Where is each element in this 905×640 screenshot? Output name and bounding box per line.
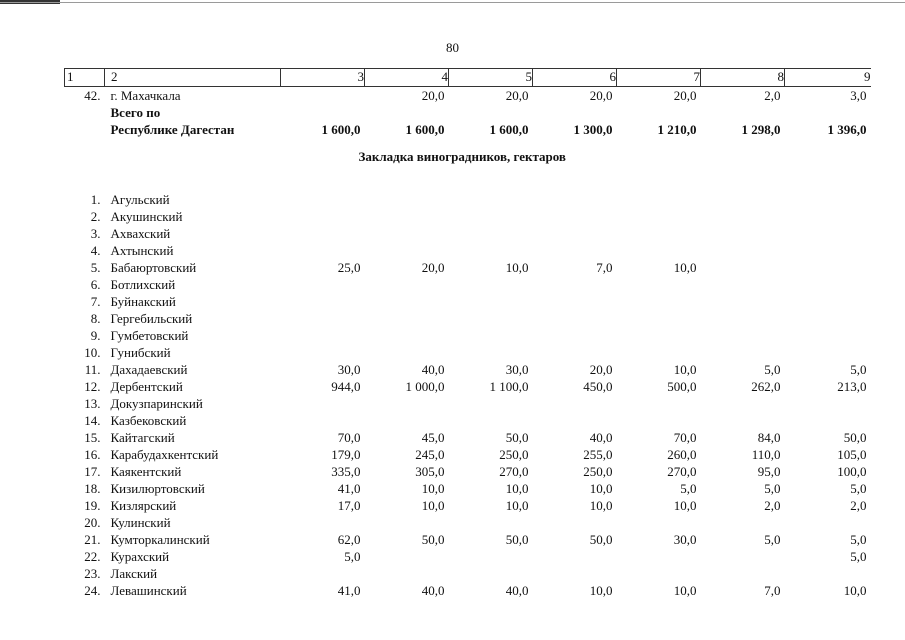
column-header: 1 — [65, 69, 105, 87]
value-cell — [281, 276, 365, 293]
value-cell — [449, 344, 533, 361]
value-cell: 45,0 — [421, 430, 445, 445]
value-cell — [533, 395, 617, 412]
value-cell: 5,0 — [850, 549, 867, 564]
row-number: 7. — [90, 294, 101, 309]
value-cell — [785, 276, 871, 293]
value-cell — [365, 310, 449, 327]
district-name: Гумбетовский — [110, 328, 189, 343]
value-cell — [701, 565, 785, 582]
table-row — [65, 446, 871, 463]
value-cell — [617, 344, 701, 361]
value-cell — [281, 225, 365, 242]
scan-edge-line — [0, 2, 905, 3]
value-cell: 5,0 — [850, 481, 867, 496]
district-name: Ахвахский — [110, 226, 171, 241]
row-number: 20. — [84, 515, 101, 530]
row-number: 5. — [90, 260, 101, 275]
value-cell — [449, 225, 533, 242]
value-cell — [281, 412, 365, 429]
column-header: 3 — [281, 69, 365, 87]
value-cell — [617, 225, 701, 242]
district-name: Буйнакский — [110, 294, 176, 309]
value-cell — [785, 310, 871, 327]
value-cell: 2,0 — [850, 498, 867, 513]
table-row — [65, 276, 871, 293]
value-cell — [617, 395, 701, 412]
value-cell: 70,0 — [337, 430, 361, 445]
value-cell — [533, 276, 617, 293]
value-cell — [281, 208, 365, 225]
value-cell: 50,0 — [505, 532, 529, 547]
empty-cell — [701, 104, 785, 121]
value-cell — [365, 327, 449, 344]
value-cell: 10,0 — [589, 498, 613, 513]
table-row — [65, 259, 871, 276]
value-cell — [533, 225, 617, 242]
column-header: 9 — [785, 69, 871, 87]
table-row — [65, 361, 871, 378]
district-name: Кайтагский — [110, 430, 175, 445]
column-header: 4 — [365, 69, 449, 87]
table-body — [65, 69, 871, 600]
value-cell: 5,0 — [344, 549, 361, 564]
value-cell — [701, 259, 785, 276]
value-cell: 255,0 — [583, 447, 613, 462]
row-number: 16. — [84, 447, 101, 462]
value-cell — [365, 514, 449, 531]
value-cell: 105,0 — [837, 447, 867, 462]
value-cell: 10,0 — [505, 260, 529, 275]
district-name: Кулинский — [110, 515, 171, 530]
value-cell: 1 100,0 — [489, 379, 529, 394]
value-cell — [449, 514, 533, 531]
value-cell: 95,0 — [757, 464, 781, 479]
value-cell — [701, 327, 785, 344]
value-cell — [533, 310, 617, 327]
value-cell: 5,0 — [764, 532, 781, 547]
value-cell — [449, 548, 533, 565]
value-cell — [365, 208, 449, 225]
value-cell: 5,0 — [680, 481, 697, 496]
value-cell — [701, 293, 785, 310]
value-cell: 40,0 — [421, 583, 445, 598]
value-cell — [785, 259, 871, 276]
row-number: 21. — [84, 532, 101, 547]
value-cell — [785, 327, 871, 344]
total-value: 1 600,0 — [405, 122, 445, 137]
value-cell — [449, 310, 533, 327]
value-cell: 40,0 — [421, 362, 445, 377]
value-cell — [785, 412, 871, 429]
column-header-row — [65, 69, 871, 87]
row-number: 2. — [90, 209, 101, 224]
column-header: 6 — [533, 69, 617, 87]
row-number: 12. — [84, 379, 101, 394]
value-cell: 20,0 — [421, 260, 445, 275]
value-cell: 40,0 — [589, 430, 613, 445]
value-cell — [365, 395, 449, 412]
value-cell: 20,0 — [673, 88, 697, 103]
row-number: 14. — [84, 413, 101, 428]
value-cell: 2,0 — [764, 498, 781, 513]
value-cell: 25,0 — [337, 260, 361, 275]
value-cell: 30,0 — [337, 362, 361, 377]
value-cell — [365, 225, 449, 242]
section-title: Закладка виноградников, гектаров — [358, 149, 566, 164]
value-cell: 10,0 — [505, 481, 529, 496]
district-name: Гергебильский — [110, 311, 193, 326]
value-cell — [785, 191, 871, 208]
district-name: Карабудахкентский — [110, 447, 219, 462]
table-row — [65, 327, 871, 344]
empty-cell — [533, 104, 617, 121]
value-cell: 3,0 — [850, 88, 867, 103]
value-cell: 62,0 — [337, 532, 361, 547]
row-number: 15. — [84, 430, 101, 445]
value-cell: 5,0 — [850, 532, 867, 547]
district-name: Левашинский — [110, 583, 187, 598]
district-name: Ахтынский — [110, 243, 174, 258]
value-cell: 5,0 — [850, 362, 867, 377]
value-cell — [533, 548, 617, 565]
value-cell — [701, 191, 785, 208]
table-row — [65, 565, 871, 582]
value-cell — [701, 344, 785, 361]
row-number: 23. — [84, 566, 101, 581]
value-cell: 50,0 — [843, 430, 867, 445]
value-cell — [449, 327, 533, 344]
value-cell — [617, 293, 701, 310]
value-cell: 305,0 — [415, 464, 445, 479]
value-cell: 50,0 — [421, 532, 445, 547]
value-cell — [365, 565, 449, 582]
value-cell — [701, 548, 785, 565]
value-cell — [701, 242, 785, 259]
value-cell: 5,0 — [764, 362, 781, 377]
row-number: 8. — [90, 311, 101, 326]
district-name: Дахадаевский — [110, 362, 188, 377]
empty-cell — [65, 104, 105, 121]
row-number: 13. — [84, 396, 101, 411]
value-cell — [701, 208, 785, 225]
data-table — [64, 68, 871, 599]
row-number: 9. — [90, 328, 101, 343]
column-header: 2 — [105, 69, 281, 87]
empty-cell — [785, 104, 871, 121]
district-name: Агульский — [110, 192, 170, 207]
value-cell — [785, 565, 871, 582]
value-cell: 250,0 — [499, 447, 529, 462]
empty-cell — [65, 121, 105, 138]
row-number: 1. — [90, 192, 101, 207]
district-name: Ботлихский — [110, 277, 176, 292]
value-cell: 179,0 — [331, 447, 361, 462]
row-number: 4. — [90, 243, 101, 258]
total-value: 1 396,0 — [827, 122, 867, 137]
value-cell: 20,0 — [505, 88, 529, 103]
district-name: Казбековский — [110, 413, 187, 428]
column-header: 7 — [617, 69, 701, 87]
value-cell: 450,0 — [583, 379, 613, 394]
value-cell: 10,0 — [421, 481, 445, 496]
value-cell: 2,0 — [764, 88, 781, 103]
value-cell — [281, 395, 365, 412]
table-row — [65, 378, 871, 395]
value-cell — [617, 327, 701, 344]
total-row — [65, 121, 871, 138]
empty-cell — [365, 104, 449, 121]
value-cell: 7,0 — [596, 260, 613, 275]
value-cell: 944,0 — [331, 379, 361, 394]
total-value: 1 600,0 — [321, 122, 361, 137]
value-cell — [281, 514, 365, 531]
value-cell — [701, 395, 785, 412]
value-cell — [533, 565, 617, 582]
value-cell — [365, 344, 449, 361]
value-cell: 30,0 — [505, 362, 529, 377]
district-name: Дербентский — [110, 379, 183, 394]
value-cell — [533, 327, 617, 344]
table-row — [65, 208, 871, 225]
table-row — [65, 463, 871, 480]
district-name: Кумторкалинский — [110, 532, 210, 547]
row-number: 24. — [84, 583, 101, 598]
value-cell: 260,0 — [667, 447, 697, 462]
total-value: 1 300,0 — [573, 122, 613, 137]
value-cell — [785, 514, 871, 531]
value-cell: 41,0 — [337, 583, 361, 598]
total-value: 1 600,0 — [489, 122, 529, 137]
value-cell — [701, 514, 785, 531]
value-cell — [449, 412, 533, 429]
value-cell: 41,0 — [337, 481, 361, 496]
value-cell: 110,0 — [751, 447, 781, 462]
value-cell: 17,0 — [337, 498, 361, 513]
value-cell — [533, 344, 617, 361]
table-row — [65, 480, 871, 497]
value-cell: 10,0 — [589, 583, 613, 598]
value-cell: 30,0 — [673, 532, 697, 547]
value-cell: 270,0 — [499, 464, 529, 479]
row-number: 22. — [84, 549, 101, 564]
value-cell — [365, 242, 449, 259]
value-cell — [449, 276, 533, 293]
row-number: 17. — [84, 464, 101, 479]
value-cell — [281, 327, 365, 344]
value-cell — [617, 565, 701, 582]
table-row — [65, 429, 871, 446]
value-cell — [449, 208, 533, 225]
value-cell — [365, 412, 449, 429]
table-row — [65, 293, 871, 310]
value-cell: 10,0 — [421, 498, 445, 513]
value-cell — [449, 191, 533, 208]
total-value: 1 298,0 — [741, 122, 781, 137]
value-cell — [617, 276, 701, 293]
value-cell — [785, 242, 871, 259]
district-name: Гунибский — [110, 345, 171, 360]
section-title-row — [65, 138, 871, 191]
value-cell: 40,0 — [505, 583, 529, 598]
total-label-row — [65, 104, 871, 121]
row-number: 11. — [84, 362, 101, 377]
value-cell: 84,0 — [757, 430, 781, 445]
table-row — [65, 310, 871, 327]
value-cell: 7,0 — [764, 583, 781, 598]
value-cell — [281, 344, 365, 361]
value-cell — [617, 242, 701, 259]
value-cell — [449, 242, 533, 259]
value-cell: 500,0 — [667, 379, 697, 394]
value-cell — [533, 412, 617, 429]
value-cell — [281, 565, 365, 582]
empty-cell — [617, 104, 701, 121]
value-cell: 10,0 — [673, 498, 697, 513]
table-row — [65, 395, 871, 412]
district-name: Бабаюртовский — [110, 260, 197, 275]
value-cell: 10,0 — [843, 583, 867, 598]
row-number: 42. — [84, 88, 101, 103]
value-cell: 250,0 — [583, 464, 613, 479]
value-cell — [617, 191, 701, 208]
value-cell: 50,0 — [589, 532, 613, 547]
value-cell — [365, 293, 449, 310]
table-row — [65, 514, 871, 531]
district-name: Каякентский — [110, 464, 182, 479]
total-label: Республике Дагестан — [110, 122, 235, 137]
table-row — [65, 531, 871, 548]
value-cell: 10,0 — [673, 362, 697, 377]
value-cell: 50,0 — [505, 430, 529, 445]
table-row — [65, 344, 871, 361]
row-number: 3. — [90, 226, 101, 241]
district-name: Акушинский — [110, 209, 183, 224]
page-number: 80 — [446, 40, 459, 55]
value-cell — [617, 514, 701, 531]
value-cell: 262,0 — [751, 379, 781, 394]
value-cell — [449, 293, 533, 310]
value-cell — [449, 565, 533, 582]
row-number: 18. — [84, 481, 101, 496]
value-cell — [785, 344, 871, 361]
value-cell — [785, 225, 871, 242]
table-row — [65, 412, 871, 429]
value-cell: 10,0 — [673, 583, 697, 598]
table-row — [65, 497, 871, 514]
district-name: г. Махачкала — [110, 88, 181, 103]
table-row — [65, 191, 871, 208]
value-cell — [365, 548, 449, 565]
value-cell — [281, 242, 365, 259]
value-cell: 10,0 — [673, 260, 697, 275]
value-cell — [365, 276, 449, 293]
empty-cell — [449, 104, 533, 121]
table-row — [65, 242, 871, 259]
value-cell — [281, 310, 365, 327]
value-cell — [533, 293, 617, 310]
value-cell — [533, 242, 617, 259]
value-cell — [617, 208, 701, 225]
total-value: 1 210,0 — [657, 122, 697, 137]
district-name: Докузпаринский — [110, 396, 203, 411]
value-cell: 245,0 — [415, 447, 445, 462]
value-cell: 213,0 — [837, 379, 867, 394]
empty-cell — [281, 104, 365, 121]
value-cell — [617, 548, 701, 565]
value-cell — [533, 208, 617, 225]
value-cell: 270,0 — [667, 464, 697, 479]
value-cell — [785, 293, 871, 310]
district-name: Курахский — [110, 549, 170, 564]
district-name: Кизилюртовский — [110, 481, 205, 496]
value-cell — [701, 225, 785, 242]
value-cell — [785, 208, 871, 225]
value-cell: 335,0 — [331, 464, 361, 479]
value-cell — [785, 395, 871, 412]
value-cell — [281, 87, 365, 105]
row-number: 10. — [84, 345, 101, 360]
value-cell — [365, 191, 449, 208]
value-cell: 20,0 — [589, 88, 613, 103]
value-cell — [617, 412, 701, 429]
district-name: Кизлярский — [110, 498, 177, 513]
value-cell — [281, 191, 365, 208]
total-label: Всего по — [110, 105, 161, 120]
district-name: Лакский — [110, 566, 158, 581]
value-cell: 5,0 — [764, 481, 781, 496]
table-row — [65, 87, 871, 105]
value-cell — [701, 412, 785, 429]
value-cell — [617, 310, 701, 327]
table-row — [65, 548, 871, 565]
value-cell — [701, 276, 785, 293]
table-row — [65, 225, 871, 242]
value-cell: 20,0 — [589, 362, 613, 377]
table-row — [65, 582, 871, 599]
value-cell — [281, 293, 365, 310]
value-cell: 1 000,0 — [405, 379, 445, 394]
value-cell — [533, 514, 617, 531]
value-cell: 10,0 — [505, 498, 529, 513]
column-header: 5 — [449, 69, 533, 87]
row-number: 19. — [84, 498, 101, 513]
value-cell — [533, 191, 617, 208]
value-cell: 20,0 — [421, 88, 445, 103]
row-number: 6. — [90, 277, 101, 292]
column-header: 8 — [701, 69, 785, 87]
value-cell — [701, 310, 785, 327]
value-cell: 10,0 — [589, 481, 613, 496]
value-cell: 100,0 — [837, 464, 867, 479]
value-cell — [449, 395, 533, 412]
value-cell: 70,0 — [673, 430, 697, 445]
